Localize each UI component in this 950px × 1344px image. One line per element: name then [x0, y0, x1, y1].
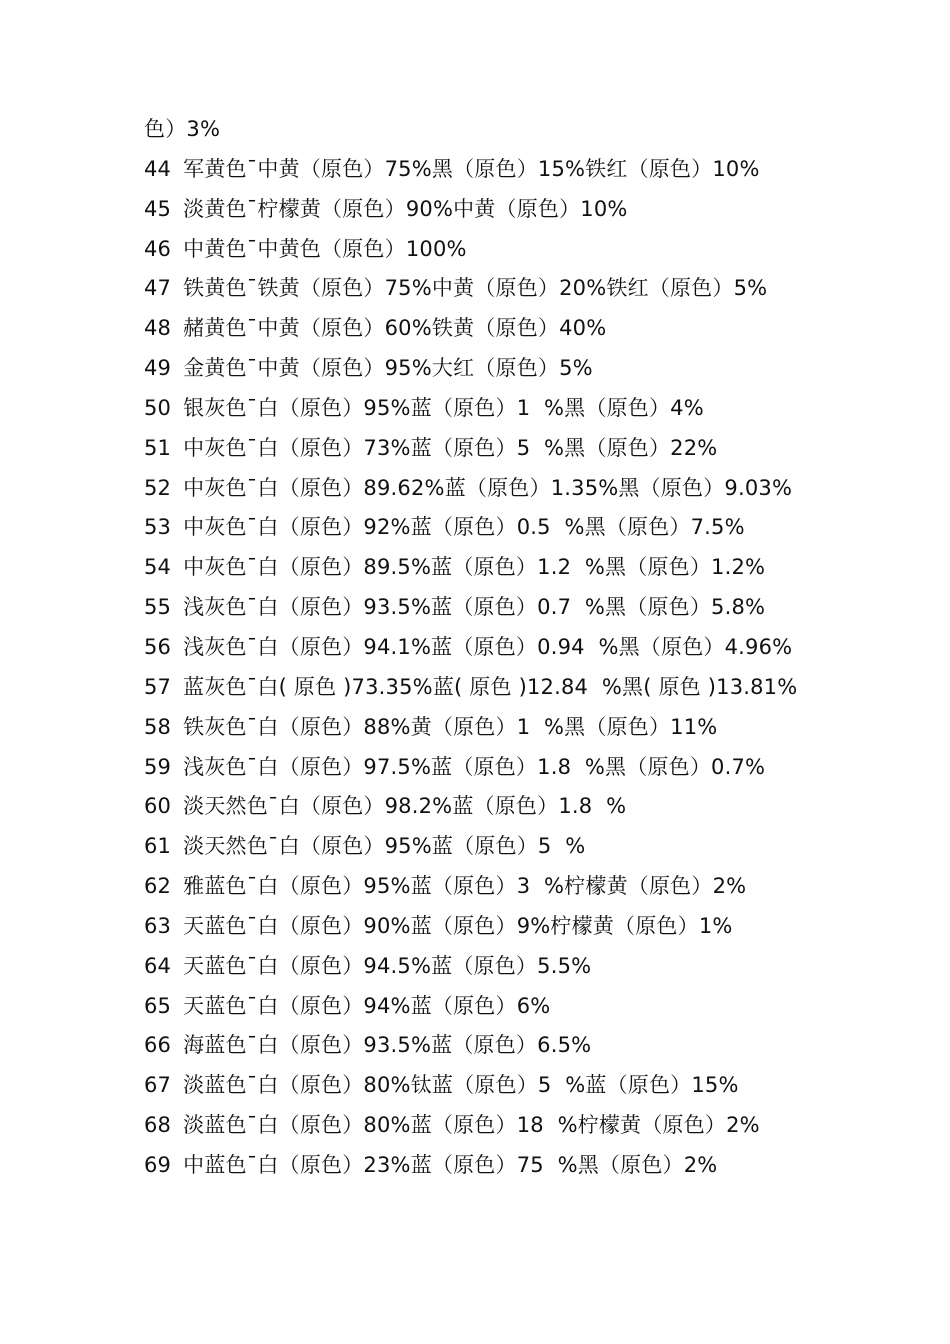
entry-formula: 天蓝色¯白（原色）90%蓝（原色）9%柠檬黄（原色）1%	[183, 913, 733, 938]
entry-formula: 中灰色¯白（原色）73%蓝（原色）5 %黑（原色）22%	[183, 435, 718, 460]
entry-formula: 淡蓝色¯白（原色）80%钛蓝（原色）5 %蓝（原色）15%	[183, 1073, 739, 1098]
list-item	[144, 349, 844, 389]
list-item	[144, 987, 844, 1027]
color-formula-list	[144, 150, 844, 1186]
entry-formula: 中灰色¯白（原色）92%蓝（原色）0.5 %黑（原色）7.5%	[183, 515, 745, 540]
entry-formula: 淡天然色¯白（原色）98.2%蓝（原色）1.8 %	[183, 794, 627, 819]
list-item	[144, 548, 844, 588]
entry-number: 69	[144, 1152, 172, 1177]
entry-number: 47	[144, 276, 172, 301]
list-item	[144, 668, 844, 708]
entry-number: 65	[144, 993, 172, 1018]
entry-formula: 银灰色¯白（原色）95%蓝（原色）1 %黑（原色）4%	[183, 395, 704, 420]
list-item	[144, 748, 844, 788]
entry-formula: 浅灰色¯白（原色）97.5%蓝（原色）1.8 %黑（原色）0.7%	[183, 754, 766, 779]
entry-formula: 中黄色¯中黄色（原色）100%	[183, 236, 467, 261]
entry-formula: 铁黄色¯铁黄（原色）75%中黄（原色）20%铁红（原色）5%	[183, 276, 768, 301]
entry-formula: 中灰色¯白（原色）89.5%蓝（原色）1.2 %黑（原色）1.2%	[183, 555, 766, 580]
list-item	[144, 508, 844, 548]
list-item	[144, 389, 844, 429]
list-item	[144, 269, 844, 309]
list-item	[144, 1066, 844, 1106]
entry-number: 45	[144, 196, 172, 221]
entry-number: 62	[144, 874, 172, 899]
entry-number: 46	[144, 236, 172, 261]
list-item	[144, 708, 844, 748]
entry-formula: 雅蓝色¯白（原色）95%蓝（原色）3 %柠檬黄（原色）2%	[183, 874, 747, 899]
entry-number: 55	[144, 595, 172, 620]
entry-number: 44	[144, 156, 172, 181]
list-item	[144, 1106, 844, 1146]
list-item	[144, 1146, 844, 1186]
entry-formula: 浅灰色¯白（原色）94.1%蓝（原色）0.94 %黑（原色）4.96%	[183, 634, 793, 659]
entry-formula: 淡黄色¯柠檬黄（原色）90%中黄（原色）10%	[183, 196, 628, 221]
entry-number: 60	[144, 794, 172, 819]
entry-number: 49	[144, 356, 172, 381]
document-body	[144, 110, 844, 1186]
entry-number: 64	[144, 953, 172, 978]
entry-number: 58	[144, 714, 172, 739]
entry-formula: 淡蓝色¯白（原色）80%蓝（原色）18 %柠檬黄（原色）2%	[183, 1113, 760, 1138]
entry-number: 66	[144, 1033, 172, 1058]
entry-number: 50	[144, 395, 172, 420]
list-item	[144, 150, 844, 190]
entry-number: 59	[144, 754, 172, 779]
entry-formula: 蓝灰色¯白( 原色 )73.35%蓝( 原色 )12.84 %黑( 原色 )13.81%	[183, 674, 798, 699]
entry-formula: 天蓝色¯白（原色）94%蓝（原色）6%	[183, 993, 551, 1018]
entry-number: 61	[144, 834, 172, 859]
entry-formula: 铁灰色¯白（原色）88%黄（原色）1 %黑（原色）11%	[183, 714, 718, 739]
entry-formula: 浅灰色¯白（原色）93.5%蓝（原色）0.7 %黑（原色）5.8%	[183, 595, 766, 620]
list-item	[144, 588, 844, 628]
list-item	[144, 827, 844, 867]
list-item	[144, 309, 844, 349]
list-item	[144, 947, 844, 987]
entry-number: 67	[144, 1073, 172, 1098]
list-item	[144, 429, 844, 469]
entry-formula: 赭黄色¯中黄（原色）60%铁黄（原色）40%	[183, 316, 607, 341]
entry-number: 53	[144, 515, 172, 540]
list-item	[144, 907, 844, 947]
entry-number: 68	[144, 1113, 172, 1138]
entry-formula: 海蓝色¯白（原色）93.5%蓝（原色）6.5%	[183, 1033, 592, 1058]
entry-number: 54	[144, 555, 172, 580]
entry-formula: 淡天然色¯白（原色）95%蓝（原色）5 %	[183, 834, 586, 859]
list-item	[144, 230, 844, 270]
entry-formula: 金黄色¯中黄（原色）95%大红（原色）5%	[183, 356, 593, 381]
continuation-line: 色）3%	[144, 117, 221, 141]
entry-formula: 天蓝色¯白（原色）94.5%蓝（原色）5.5%	[183, 953, 592, 978]
entry-number: 52	[144, 475, 172, 500]
entry-number: 57	[144, 674, 172, 699]
entry-number: 63	[144, 913, 172, 938]
entry-number: 48	[144, 316, 172, 341]
entry-number: 56	[144, 634, 172, 659]
list-item	[144, 190, 844, 230]
list-item	[144, 469, 844, 509]
list-item	[144, 867, 844, 907]
list-item	[144, 1026, 844, 1066]
entry-formula: 军黄色¯中黄（原色）75%黑（原色）15%铁红（原色）10%	[183, 156, 760, 181]
list-item	[144, 787, 844, 827]
entry-formula: 中蓝色¯白（原色）23%蓝（原色）75 %黑（原色）2%	[183, 1152, 718, 1177]
entry-number: 51	[144, 435, 172, 460]
entry-formula: 中灰色¯白（原色）89.62%蓝（原色）1.35%黑（原色）9.03%	[183, 475, 793, 500]
list-item	[144, 628, 844, 668]
